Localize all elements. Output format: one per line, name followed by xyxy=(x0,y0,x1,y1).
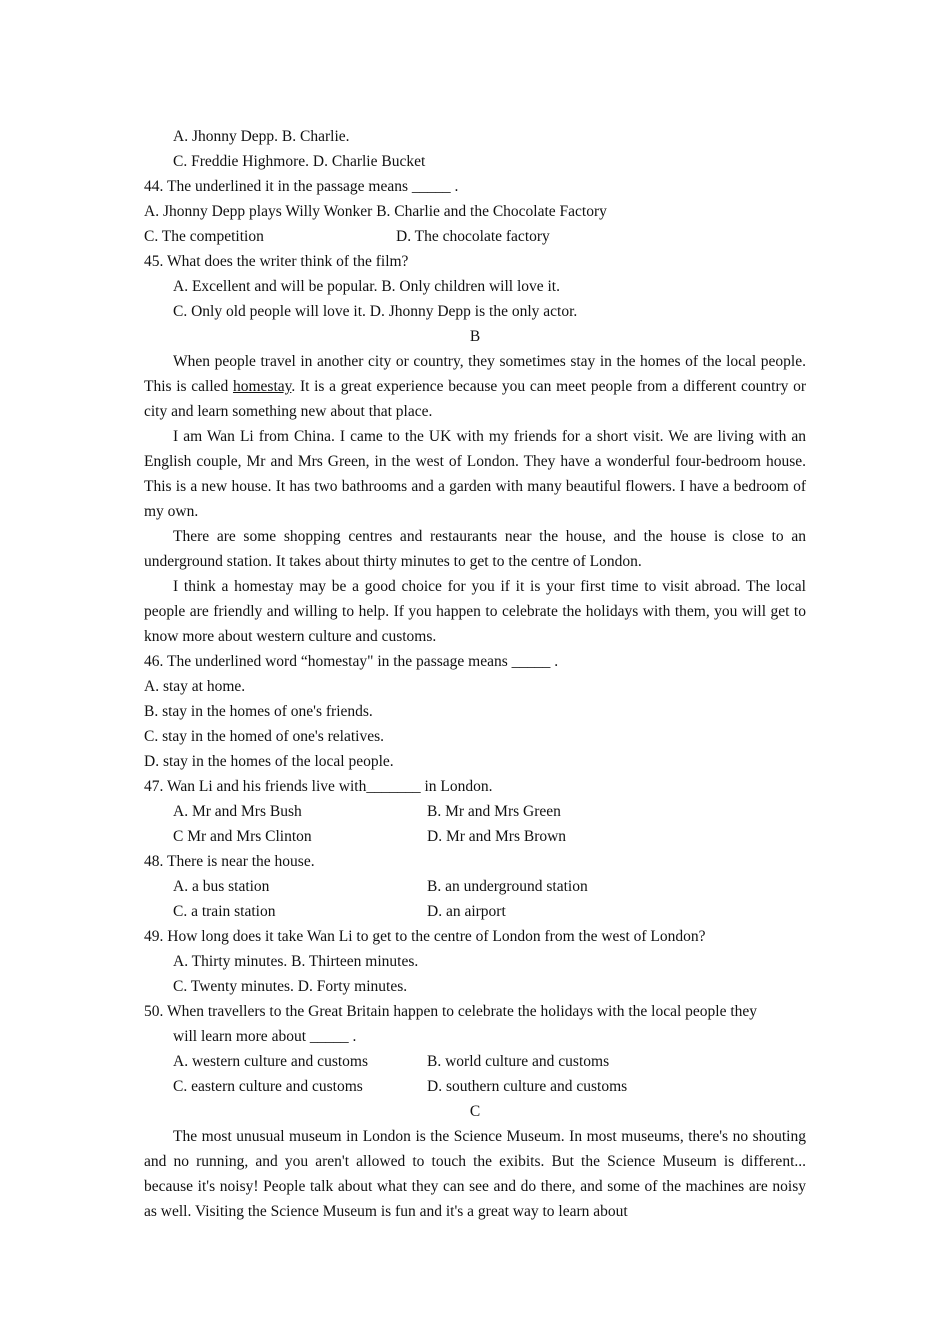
section-b-paragraph-1 xyxy=(144,349,806,424)
q50-question-continued: will learn more about _____ . xyxy=(173,1028,357,1045)
q46-question: 46. The underlined word “homestay" in the passage means _____ . xyxy=(144,653,559,670)
q46-option-a: A. stay at home. xyxy=(144,678,246,695)
section-b-heading: B xyxy=(469,328,481,345)
q46-option-b: B. stay in the homes of one's friends. xyxy=(144,703,373,720)
underlined-homestay: homestay xyxy=(232,378,292,395)
q47-option-b: B. Mr and Mrs Green xyxy=(427,803,561,820)
q44-option-c: C. The competition xyxy=(144,228,264,245)
q50-question: 50. When travellers to the Great Britain happen to celebrate the holidays with the local people they xyxy=(144,1003,758,1020)
q48-option-c: C. a train station xyxy=(173,903,276,920)
section-b-p1-before: When people travel in another city or country, they sometimes stay in the homes of the local people. This is called xyxy=(144,353,806,395)
section-b-p1-after: . It is a great experience because you can meet people from a different country or city and learn something new about that place. xyxy=(144,378,807,420)
q47-option-a: A. Mr and Mrs Bush xyxy=(173,803,302,820)
q47-option-d: D. Mr and Mrs Brown xyxy=(427,828,567,845)
q47-options-row-2 xyxy=(144,824,806,849)
q48-option-d: D. an airport xyxy=(427,903,506,920)
q46-option-c: C. stay in the homed of one's relatives. xyxy=(144,728,384,745)
section-b-paragraph-3: There are some shopping centres and restaurants near the house, and the house is close to an underground station. It takes about thirty minutes to get to the centre of London. xyxy=(144,528,806,570)
q45-question: 45. What does the writer think of the film? xyxy=(144,253,409,270)
q48-options-row-2 xyxy=(144,899,806,924)
q47-question: 47. Wan Li and his friends live with_______ in London. xyxy=(144,778,493,795)
q49-options-line2: C. Twenty minutes. D. Forty minutes. xyxy=(173,978,408,995)
q47-options-row-1 xyxy=(144,799,806,824)
q50-option-d: D. southern culture and customs xyxy=(427,1078,628,1095)
q43-options-line2: C. Freddie Highmore. D. Charlie Bucket xyxy=(173,153,426,170)
section-c-paragraph-1: The most unusual museum in London is the Science Museum. In most museums, there's no shouting and no running, and you aren't allowed to touch the exibits. But the Science Museum is different... because it's noisy! People talk about what they can see and do there, and some of the machines are noisy as well. Visiting the Science Museum is fun and it's a great way to learn about xyxy=(144,1128,806,1220)
section-b-paragraph-4: I think a homestay may be a good choice for you if it is your first time to visit abroad. The local people are friendly and willing to help. If you happen to celebrate the holidays with them, you will get to know more about western culture and customs. xyxy=(144,578,806,645)
q50-option-c: C. eastern culture and customs xyxy=(173,1078,363,1095)
q47-option-c: C Mr and Mrs Clinton xyxy=(173,828,312,845)
q44-question: 44. The underlined it in the passage means _____ . xyxy=(144,178,459,195)
section-b-paragraph-2: I am Wan Li from China. I came to the UK with my friends for a short visit. We are living with an English couple, Mr and Mrs Green, in the west of London. They have a wonderful four-bedroom house. This is a new house. It has two bathrooms and a garden with many beautiful flowers. I have a bedroom of my own. xyxy=(144,428,806,520)
q43-options-line1: A. Jhonny Depp. B. Charlie. xyxy=(173,128,350,145)
q50-options-row-2 xyxy=(144,1074,806,1099)
q44-options-line1: A. Jhonny Depp plays Willy Wonker B. Charlie and the Chocolate Factory xyxy=(144,203,607,220)
q46-option-d: D. stay in the homes of the local people. xyxy=(144,753,394,770)
q44-option-d: D. The chocolate factory xyxy=(396,228,550,245)
q48-option-a: A. a bus station xyxy=(173,878,270,895)
q50-options-row-1 xyxy=(144,1049,806,1074)
q50-option-b: B. world culture and customs xyxy=(427,1053,610,1070)
q45-options-line2: C. Only old people will love it. D. Jhonny Depp is the only actor. xyxy=(173,303,578,320)
q49-question: 49. How long does it take Wan Li to get to the centre of London from the west of London? xyxy=(144,928,706,945)
q49-options-line1: A. Thirty minutes. B. Thirteen minutes. xyxy=(173,953,419,970)
section-c-heading: C xyxy=(469,1103,481,1120)
q44-options-row xyxy=(144,224,806,249)
q45-options-line1: A. Excellent and will be popular. B. Only children will love it. xyxy=(173,278,560,295)
q48-option-b: B. an underground station xyxy=(427,878,588,895)
document-page xyxy=(144,124,806,1224)
q48-options-row-1 xyxy=(144,874,806,899)
q50-option-a: A. western culture and customs xyxy=(173,1053,368,1070)
q48-question: 48. There is near the house. xyxy=(144,853,315,870)
